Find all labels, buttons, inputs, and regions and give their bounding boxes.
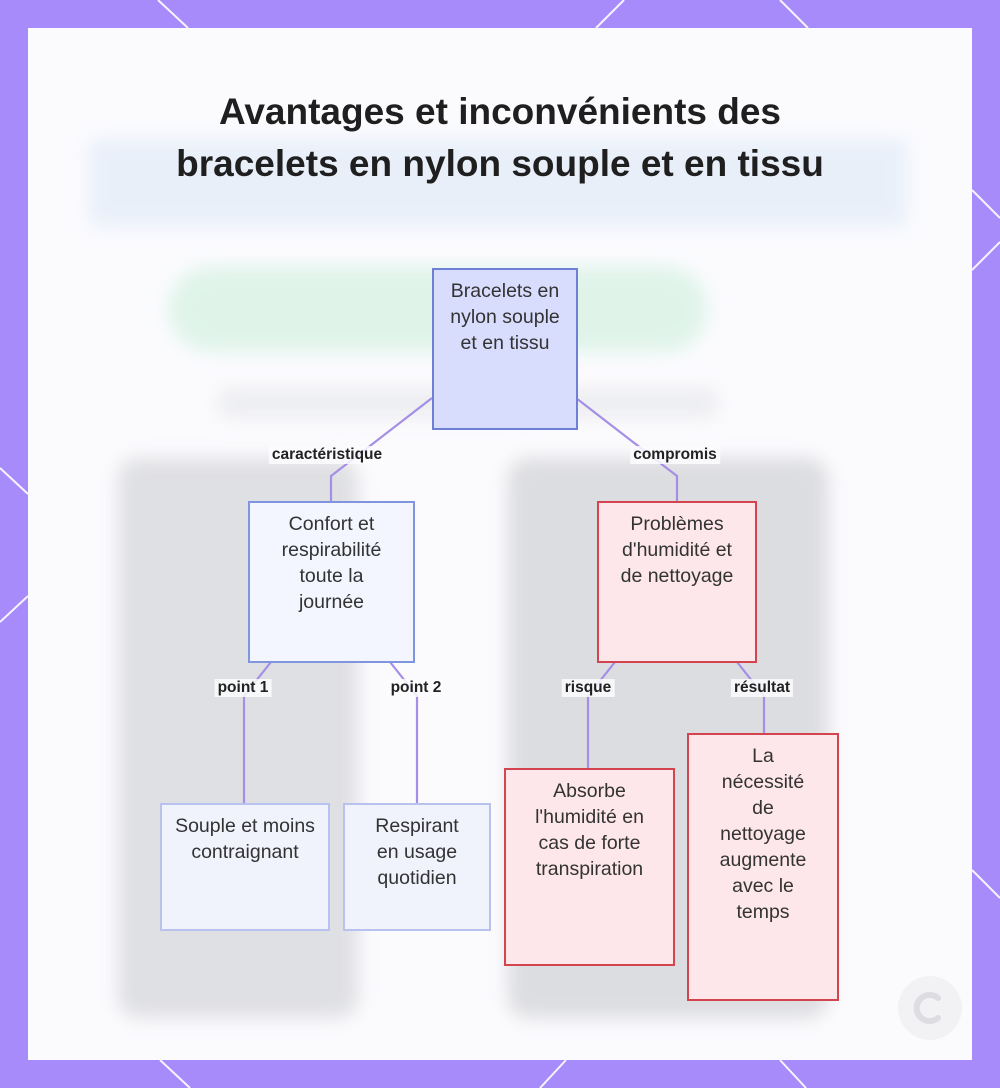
node-breathable-label: Respirant en usage quotidien: [375, 815, 459, 889]
watermark-logo-glyph: [910, 988, 950, 1028]
watermark-logo-icon: [898, 976, 962, 1040]
node-absorbs: [504, 768, 675, 966]
node-comfort: [248, 501, 415, 663]
edge-problems-cleaning: [737, 662, 764, 734]
node-soft: [160, 803, 330, 931]
diagram-title: Avantages et inconvénients des bracelets en nylon souple et en tissu: [176, 91, 824, 184]
edge-label-resultat: résultat: [731, 679, 793, 697]
node-root-label: Bracelets en nylon souple et en tissu: [450, 280, 560, 354]
edge-label-point-2: point 2: [388, 679, 445, 697]
node-cleaning-label: La nécessité de nettoyage augmente avec le temps: [719, 745, 807, 923]
node-soft-label: Souple et moins contraignant: [175, 815, 315, 863]
node-problems: [597, 501, 757, 663]
edge-label-compromis: compromis: [630, 446, 720, 464]
node-problems-label: Problèmes d'humidité et de nettoyage: [620, 513, 734, 587]
node-absorbs-label: Absorbe l'humidité en cas de forte transpiration: [535, 780, 644, 880]
node-root: [432, 268, 578, 430]
node-cleaning: [687, 733, 839, 1001]
node-comfort-label: Confort et respirabilité toute la journée: [281, 513, 382, 613]
diagram-canvas: [28, 28, 972, 1060]
edge-label-risque: risque: [562, 679, 615, 697]
node-breathable: [343, 803, 491, 931]
edge-problems-absorbs: [588, 662, 615, 768]
edge-label-point-1: point 1: [215, 679, 272, 697]
edge-label-caracteristique: caractéristique: [269, 446, 385, 464]
